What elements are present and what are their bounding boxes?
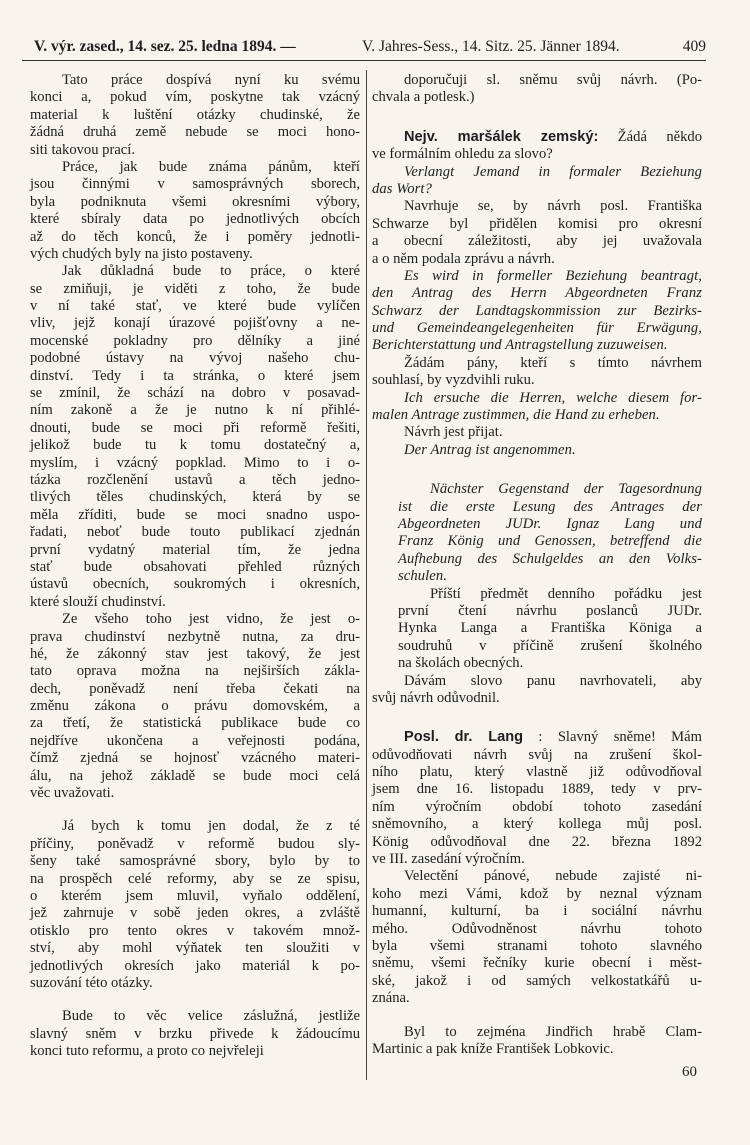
paragraph <box>30 1008 360 1060</box>
paragraph <box>30 263 360 611</box>
text-line: ního platu, který vlastně již odůvodňoval <box>372 764 702 781</box>
speech-text: : Slavný sněme! Mám <box>538 729 702 746</box>
column-divider <box>366 70 367 1080</box>
text-line: Příští předmět denního pořádku jest <box>430 585 702 602</box>
text-line: mocenské pokladny pro dělníky a jiné <box>30 332 360 349</box>
text-line: jsou činnými v samosprávných sborech, <box>30 176 360 193</box>
text-line: soudruhů v příčině zrušení školného <box>398 637 702 654</box>
text-line: které slouží chudinství. <box>30 593 166 610</box>
right-column <box>372 72 702 1058</box>
text-line: sněmovního, a který kollega můj posl. <box>372 816 702 833</box>
text-line: Aufhebung des Schulgeldes an den Volks- <box>398 550 702 567</box>
text-line: svůj návrh odůvodnil. <box>372 689 500 706</box>
text-line: schulen. <box>398 568 448 585</box>
text-line: Žádám pány, kteří s tímto návrhem <box>404 354 702 371</box>
text-line: und Gemeindeangelegenheiten für Erwägung, <box>372 320 702 337</box>
text-line: vých chudých byly na jisto postaveny. <box>30 245 253 262</box>
text-line: podobné ústavy na vývoj našeho chu- <box>30 350 360 367</box>
text-line: se zmínil, že schází na dobro v posavad- <box>30 385 360 402</box>
text-line: změnu zákona o právu domovském, a <box>30 698 360 715</box>
text-line: material k luštění otázky chudinské, že <box>30 106 360 123</box>
text-line: dinství. Tedy i ta stránka, o které jsem <box>30 367 360 384</box>
paragraph <box>30 72 360 159</box>
text-line: ské, jakož i od samých velkostatkářů u- <box>372 972 702 989</box>
text-line: siti takovou prací. <box>30 141 135 158</box>
text-line: jednotlivých okresích jako materiál k po- <box>30 957 360 974</box>
text-line: ve formálním ohledu za slovo? <box>372 146 553 163</box>
header-german: V. Jahres-Sess., 14. Sitz. 25. Jänner 1894. <box>362 38 620 55</box>
paragraph <box>372 268 702 355</box>
text-line: mého. Odůvodněnost návrhu tohoto <box>372 920 702 937</box>
text-line <box>372 729 702 746</box>
text-line: Velectění pánové, nebude zajisté ni- <box>404 868 702 885</box>
text-line: Abgeordneten JUDr. Ignaz Lang und <box>398 515 702 532</box>
text-line: nejdříve ukončena a veřejnosti podána, <box>30 732 360 749</box>
text-line: Ze všeho toho jest vidno, že jest o- <box>62 611 360 628</box>
text-line: tlivých těles chudinských, která by se <box>30 489 360 506</box>
text-line: na školách obecných. <box>398 655 524 672</box>
text-line: tázka rozčlenění ustavů a těch jedno- <box>30 471 360 488</box>
text-line: souhlasí, by vyzdvihli ruku. <box>372 372 535 389</box>
text-line: jelikož bude tu k tomu dostatečný a, <box>30 437 360 454</box>
page-number: 409 <box>682 38 706 55</box>
text-line: první čtení návrhu poslanců JUDr. <box>398 602 702 619</box>
text-line: Práce, jak bude známa pánům, kteří <box>62 158 360 175</box>
paragraph <box>372 442 702 459</box>
text-line: myslím, i vzácný popklad. Mimo to i o- <box>30 454 360 471</box>
header-czech: V. výr. zased., 14. sez. 25. ledna 1894. — <box>34 38 296 55</box>
left-column <box>30 72 360 1060</box>
text-line: první vydatný material tím, že jedna <box>30 541 360 558</box>
paragraph <box>372 198 702 268</box>
text-line: čímž zjedná se hojnosť vzácného materi- <box>30 750 360 767</box>
text-line: Ich ersuche die Herren, welche diesem for- <box>404 389 702 406</box>
text-line: Nächster Gegenstand der Tagesordnung <box>430 481 702 498</box>
text-line: Berichterstattung und Antragstellung zuzuweisen. <box>372 337 668 354</box>
text-line: König odůvodňoval dne 22. března 1892 <box>372 833 702 850</box>
text-line: humanní, kulturní, ba i sociální návrhu <box>372 903 702 920</box>
text-line: chvala a potlesk.) <box>372 89 475 106</box>
text-line: Schwarz der Landtagskommission zur Bezirks- <box>372 302 702 319</box>
text-line: malen Antrage zustimmen, die Hand zu erheben. <box>372 407 660 424</box>
text-line: Martinic a pak kníže František Lobkovic. <box>372 1040 614 1057</box>
text-line: věc uvažovati. <box>30 785 115 802</box>
speaker-name: Posl. dr. Lang <box>404 729 524 746</box>
text-line: jsem dne 16. listopadu 1889, tedy v prv- <box>372 781 702 798</box>
text-line: stať bude obsahovati přehled různých <box>30 558 360 575</box>
text-line: měla zříditi, bude se moci snadno uspo- <box>30 506 360 523</box>
text-line: ústavů obecních, soukromých i okresních, <box>30 576 360 593</box>
text-line: ním výročním období tohoto zasedání <box>372 798 702 815</box>
paragraph <box>398 481 702 585</box>
text-line: ve III. zasedání výročním. <box>372 851 525 868</box>
paragraph <box>372 355 702 390</box>
paragraph <box>372 72 702 107</box>
text-line: se zmiňuji, je viděti z toho, že bude <box>30 280 360 297</box>
paragraph <box>30 611 360 802</box>
text-line: Es wird in formeller Beziehung beantragt, <box>404 267 702 284</box>
paragraph <box>372 673 702 708</box>
text-line: das Wort? <box>372 180 432 197</box>
text-line: žádná druhá země nebude se moci hono- <box>30 124 360 141</box>
speaker-name: Nejv. maršálek zemský: <box>404 128 599 145</box>
text-line: Já bych k tomu jen dodal, že z té <box>62 818 360 835</box>
text-line: byla všemi stranami tohoto slavného <box>372 937 702 954</box>
text-line: které sbíraly data po jednotlivých obcích <box>30 211 360 228</box>
text-line <box>372 129 702 146</box>
text-line: álu, na jehož základě se bude moci celá <box>30 767 360 784</box>
text-line: jež zahrnuje v sobě jeden okres, a zvláště <box>30 905 360 922</box>
text-line: až do těch konců, že i poměry jednotli- <box>30 228 360 245</box>
text-line: šeny také samosprávné sbory, bylo by to <box>30 853 360 870</box>
text-line: Franz König und Genossen, betreffend die <box>398 533 702 550</box>
text-line: a obecní záležitosti, aby jej uvažovala <box>372 233 702 250</box>
text-line: tato oprava možna na nejširších zákla- <box>30 663 360 680</box>
paragraph <box>372 868 702 1007</box>
text-line: konci a, pokud vím, poskytne tak vzácný <box>30 89 360 106</box>
text-line: Návrh jest přijat. <box>404 424 503 441</box>
text-line: Jak důkladná bude to práce, o které <box>62 263 360 280</box>
text-line: koho mezi Vámi, kdož by neznal význam <box>372 885 702 902</box>
text-line: příčiny, poněvadž v reformě budou sly- <box>30 835 360 852</box>
text-line: Navrhuje se, by návrh posl. Františka <box>404 198 702 215</box>
text-line: vliv, jejž konají úrazové pojišťovny a ne- <box>30 315 360 332</box>
text-line: Schwarze byl přidělen komisi pro okresní <box>372 215 702 232</box>
text-line: dnouti, bude se moci při reformě řešiti, <box>30 419 360 436</box>
text-line: prava chudinství nezbytně nutna, za dru- <box>30 628 360 645</box>
text-line: Dávám slovo panu navrhovateli, aby <box>404 672 702 689</box>
text-line: slavný sněm v brzku přivede k žádoucímu <box>30 1025 360 1042</box>
text-line: Bude to věc velice záslužná, jestliže <box>62 1008 360 1025</box>
text-line: den Antrag des Herrn Abgeordneten Franz <box>372 285 702 302</box>
paragraph <box>398 586 702 673</box>
text-line: a o něm podala zprávu a návrh. <box>372 250 555 267</box>
text-line: Byl to zejména Jindřich hrabě Clam- <box>404 1023 702 1040</box>
paragraph <box>30 159 360 263</box>
text-line: doporučuji sl. sněmu svůj návrh. (Po- <box>404 72 702 88</box>
paragraph <box>372 164 702 199</box>
text-line: Verlangt Jemand in formaler Beziehung <box>404 163 702 180</box>
text-line: otisklo pro tento okres v takovém množ- <box>30 922 360 939</box>
text-line: řadati, neboť bude touto publikací zjednán <box>30 524 360 541</box>
running-header <box>22 36 706 61</box>
text-line: ním zakoně a že je nutno k ní přihlé- <box>30 402 360 419</box>
paragraph <box>372 729 702 868</box>
text-line: suzování této otázky. <box>30 974 153 991</box>
text-line: ství, aby mohl výňatek ten sloužiti v <box>30 940 360 957</box>
text-line: Hynka Langa a Františka Königa a <box>398 620 702 637</box>
text-line: Tato práce dospívá nyní ku svému <box>62 72 360 88</box>
text-line: za třetí, že statistická publikace bude co <box>30 715 360 732</box>
text-line: byla podniknuta všemi okresními výbory, <box>30 193 360 210</box>
text-line: hé, že zákonný stav jest takový, že jest <box>30 645 360 662</box>
text-line: Der Antrag ist angenommen. <box>404 441 576 458</box>
paragraph <box>372 1024 702 1059</box>
text-line: o kterém jsem mluvil, vyňalo oddělení, <box>30 887 360 904</box>
text-line: odůvodňovati návrh svůj na zrušení škol- <box>372 746 702 763</box>
paragraph <box>372 390 702 425</box>
signature-number: 60 <box>682 1064 697 1080</box>
text-line: konci tuto reformu, a proto co nejvřeleji <box>30 1043 264 1060</box>
text-line: v ní také stať, ve které bude vylíčen <box>30 298 360 315</box>
paragraph <box>372 424 702 441</box>
speech-text: Žádá někdo <box>617 128 702 145</box>
text-line: na prospěch celé reformy, aby se ze spisu, <box>30 870 360 887</box>
text-line: dech, poněvadž není třeba čekati na <box>30 680 360 697</box>
paragraph <box>372 129 702 164</box>
text-line: ist die erste Lesung des Antrages der <box>398 498 702 515</box>
paragraph <box>30 818 360 992</box>
text-line: sněmu, všemi řečníky kurie obecní i měst- <box>372 955 702 972</box>
text-line: znána. <box>372 990 410 1007</box>
